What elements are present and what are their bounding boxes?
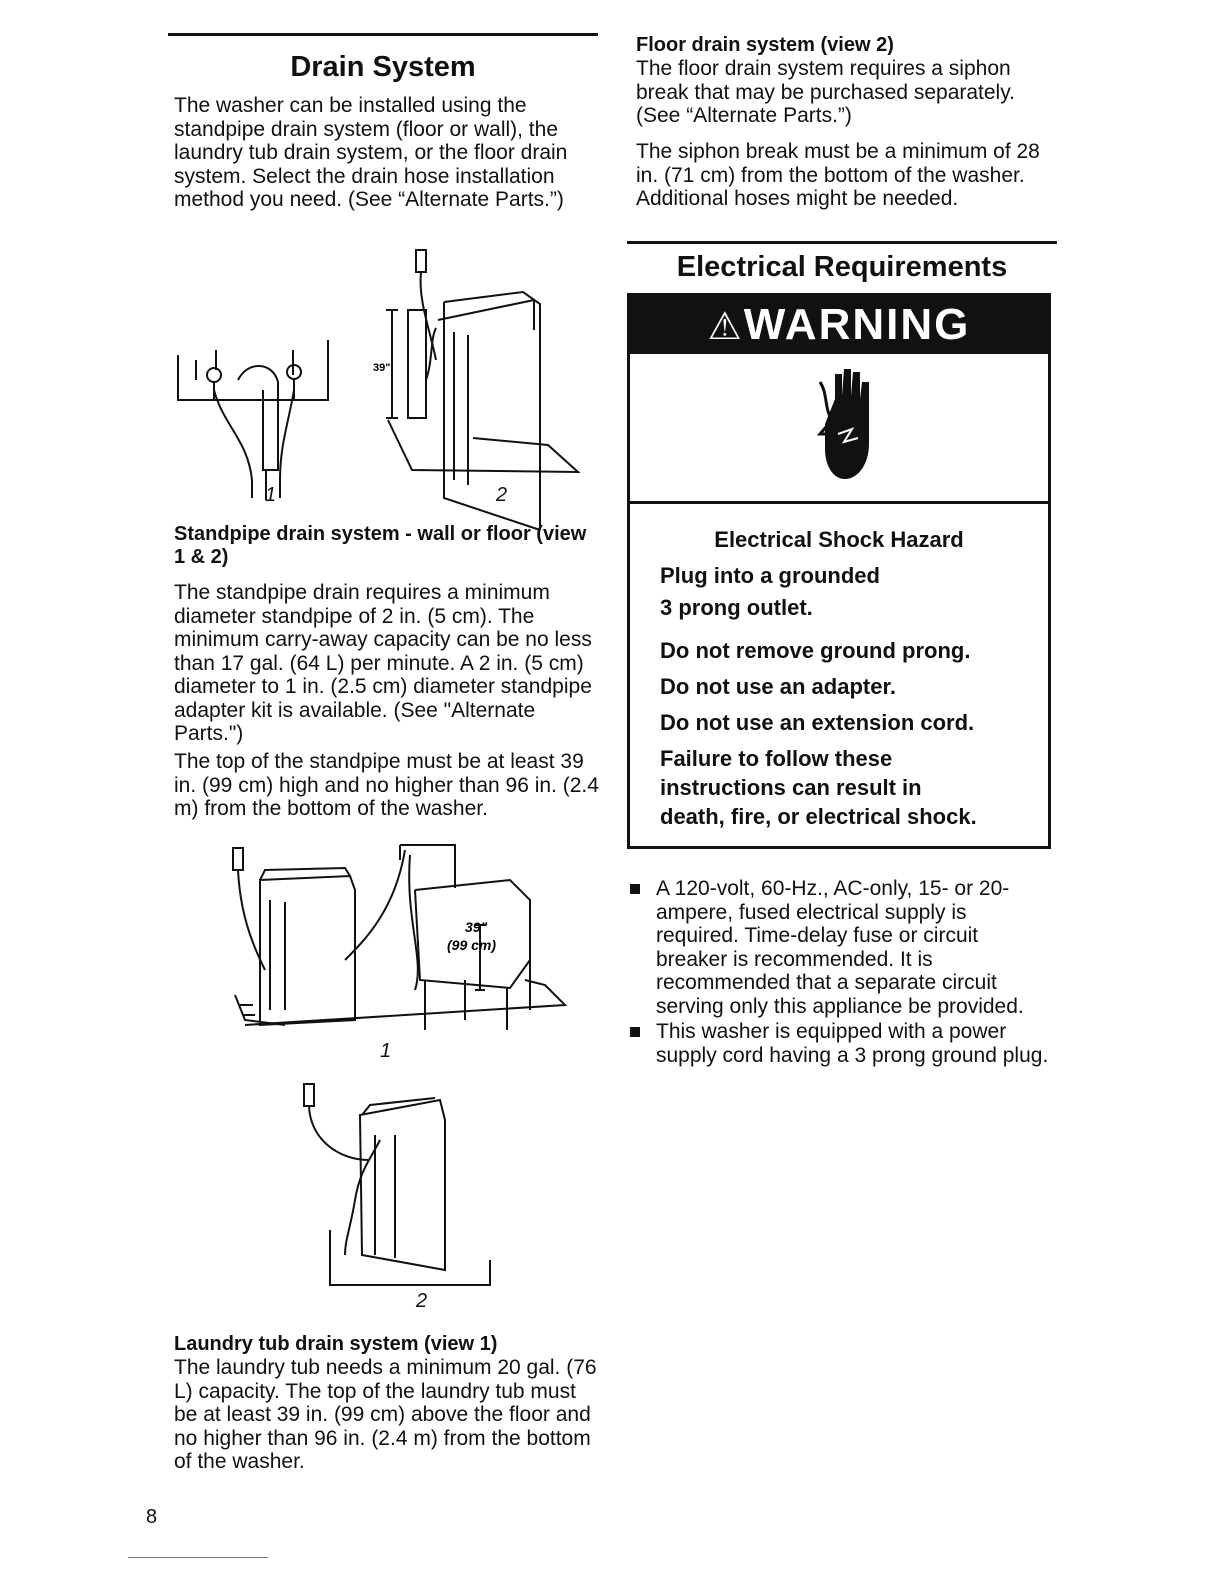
bullet-square-icon xyxy=(630,884,640,894)
electrical-requirements-title: Electrical Requirements xyxy=(676,251,1008,283)
standpipe-paragraph-2: The top of the standpipe must be at least 39 in. (99 cm) high and no higher than 96 in. (2.4 m) from the bottom of the washer. xyxy=(174,750,599,820)
bullet-square-icon xyxy=(630,1027,640,1037)
warning-line-8: death, fire, or electrical shock. xyxy=(660,804,977,829)
figure-b-caption: 1 xyxy=(380,1040,392,1062)
warning-line-6: Failure to follow these xyxy=(660,746,893,771)
hazard-title: Electrical Shock Hazard xyxy=(714,527,964,552)
floor-drain-illustration xyxy=(300,1080,500,1290)
page-number: 8 xyxy=(146,1506,158,1528)
figure-a-caption-2: 2 xyxy=(496,484,508,506)
laundry-tub-paragraph: The laundry tub needs a minimum 20 gal. (76 L) capacity. The top of the laundry tub must be at least 39 in. (99 cm) above the floor and no higher than 96 in. (2.4 m) from the bottom of the washer. xyxy=(174,1356,597,1473)
laundry-tub-illustration xyxy=(225,830,570,1035)
laundry-tub-heading: Laundry tub drain system (view 1) xyxy=(174,1333,498,1355)
figure-b-height-label-2: (99 cm) xyxy=(447,937,497,953)
title-rule-left xyxy=(168,33,598,36)
warning-line-7: instructions can result in xyxy=(660,775,922,800)
warning-label: WARNING xyxy=(743,300,971,349)
warning-line-3: Do not remove ground prong. xyxy=(660,638,971,663)
warning-line-2: 3 prong outlet. xyxy=(660,595,813,620)
warning-line-4: Do not use an adapter. xyxy=(660,674,896,699)
footer-rule xyxy=(128,1557,268,1558)
electrical-shock-hand-icon xyxy=(800,364,880,494)
bullet-text: This washer is equipped with a power supply cord having a 3 prong ground plug. xyxy=(656,1020,1049,1067)
figure-a-caption-1: 1 xyxy=(265,484,277,506)
floor-drain-paragraph-1: The floor drain system requires a siphon break that may be purchased separately. (See “Alternate Parts.”) xyxy=(636,57,1015,127)
standpipe-heading: Standpipe drain system - wall or floor (view 1 & 2) xyxy=(174,523,587,568)
warning-triangle-icon: ⚠ xyxy=(707,306,744,348)
warning-box xyxy=(627,293,1051,849)
warning-divider xyxy=(630,501,1048,504)
floor-drain-paragraph-2: The siphon break must be a minimum of 28 in. (71 cm) from the bottom of the washer. Additional hoses might be needed. xyxy=(636,140,1040,210)
figure-b-height-label-1: 39" xyxy=(465,919,488,935)
electrical-bullet-1 xyxy=(630,877,1055,1018)
standpipe-illustration xyxy=(168,240,598,510)
drain-intro-text: The washer can be installed using the standpipe drain system (floor or wall), the laundry tub drain system, or the floor drain system. Select the drain hose installation method you need. (See “Alternate Parts.”) xyxy=(174,94,568,211)
warning-line-5: Do not use an extension cord. xyxy=(660,710,975,735)
drain-system-title: Drain System xyxy=(290,51,476,83)
figure-c-caption: 2 xyxy=(416,1290,428,1312)
floor-drain-heading: Floor drain system (view 2) xyxy=(636,34,894,56)
electrical-bullet-2 xyxy=(630,1020,1055,1067)
title-rule-right xyxy=(627,241,1057,244)
warning-banner xyxy=(630,296,1048,354)
bullet-text: A 120-volt, 60-Hz., AC-only, 15- or 20-ampere, fused electrical supply is required. Time-delay fuse or circuit breaker is recommended. It is recommended that a separate circuit serving only this appliance be provided. xyxy=(656,877,1024,1018)
warning-line-1: Plug into a grounded xyxy=(660,563,880,588)
figure-a-height-label: 39" xyxy=(373,362,391,374)
standpipe-paragraph-1: The standpipe drain requires a minimum diameter standpipe of 2 in. (5 cm). The minimum carry-away capacity can be no less than 17 gal. (64 L) per minute. A 2 in. (5 cm) diameter to 1 in. (2.5 cm) diameter standpipe adapter kit is available. (See "Alternate Parts.") xyxy=(174,581,592,745)
